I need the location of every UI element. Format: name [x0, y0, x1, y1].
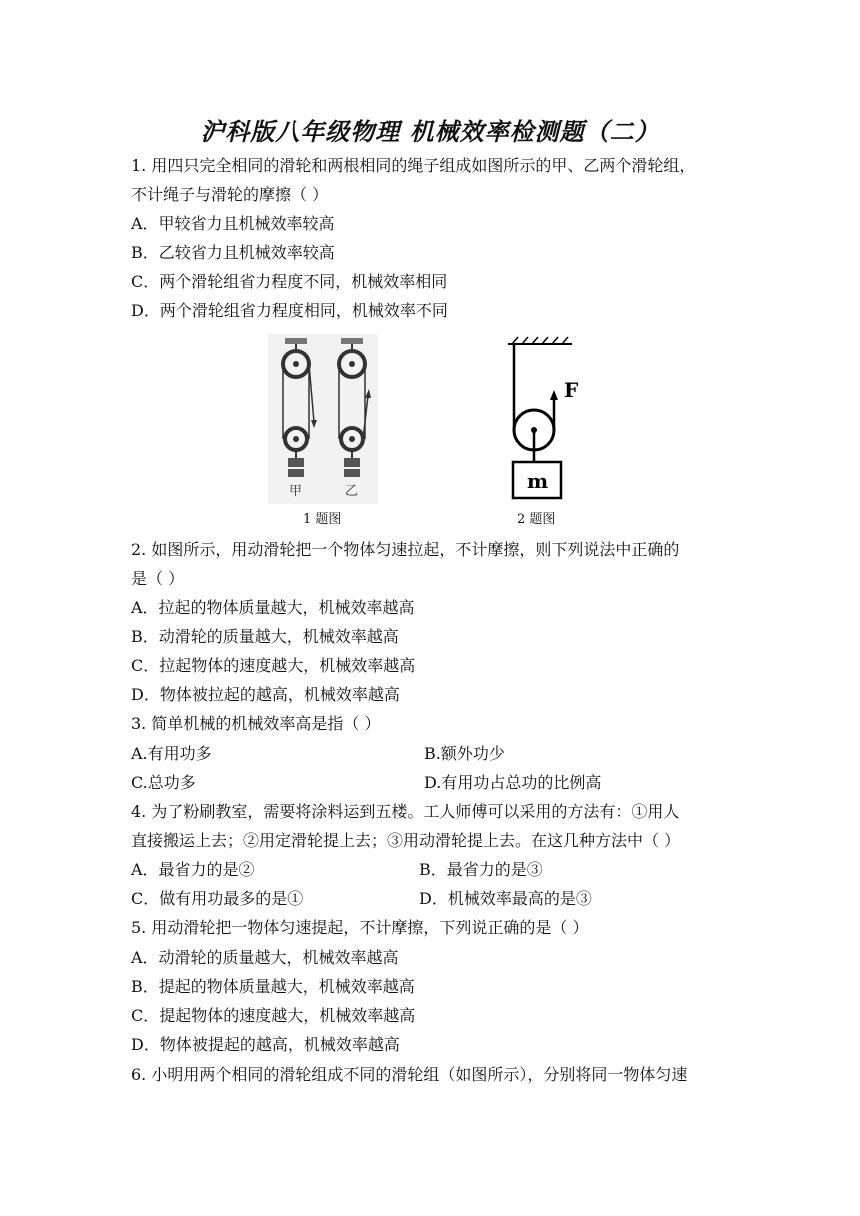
- q2-option-d: D．物体被拉起的越高，机械效率越高: [131, 685, 400, 704]
- q2-stem-line1: 2. 如图所示，用动滑轮把一个物体匀速拉起，不计摩擦，则下列说法中正确的: [131, 540, 680, 559]
- q4-option-b: B．最省力的是③: [419, 860, 543, 879]
- q5-option-d: D．物体被提起的越高，机械效率越高: [131, 1035, 400, 1054]
- q5-option-c: C．提起物体的速度越大，机械效率越高: [131, 1006, 416, 1025]
- q2-option-c: C．拉起物体的速度越大，机械效率越高: [131, 656, 416, 675]
- q2-option-a: A．拉起的物体质量越大，机械效率越高: [131, 598, 415, 617]
- q3-option-b: B.额外功少: [424, 744, 505, 763]
- q1-option-c: C．两个滑轮组省力程度不同，机械效率相同: [131, 272, 448, 291]
- q2-option-b: B．动滑轮的质量越大，机械效率越高: [131, 627, 399, 646]
- q3-option-c: C.总功多: [131, 773, 196, 792]
- page-title: 沪科版八年级物理 机械效率检测题（二）: [200, 117, 660, 146]
- q1-stem-line1: 1. 用四只完全相同的滑轮和两根相同的绳子组成如图所示的甲、乙两个滑轮组，: [131, 156, 696, 175]
- q3-stem: 3. 简单机械的机械效率高是指（ ）: [131, 714, 381, 733]
- arrow-up-icon: [550, 390, 558, 400]
- q5-option-b: B．提起的物体质量越大，机械效率越高: [131, 977, 415, 996]
- weight-jia: [288, 458, 304, 467]
- fig1-label-yi: 乙: [345, 484, 359, 499]
- q2-stem-line2: 是（ ）: [131, 569, 185, 588]
- q1-stem-line2: 不计绳子与滑轮的摩擦（ ）: [131, 185, 329, 204]
- q1-option-a: A．甲较省力且机械效率较高: [131, 214, 335, 233]
- fig1-label-jia: 甲: [289, 484, 303, 499]
- weight-yi: [344, 458, 360, 467]
- ceiling-mount-yi: [341, 338, 363, 344]
- q5-stem: 5. 用动滑轮把一物体匀速提起，不计摩擦，下列说正确的是（ ）: [131, 918, 589, 937]
- q3-option-d: D.有用功占总功的比例高: [424, 773, 602, 792]
- q4-option-c: C．做有用功最多的是①: [131, 889, 304, 908]
- q1-option-d: D．两个滑轮组省力程度相同，机械效率不同: [131, 301, 448, 320]
- mass-label: m: [527, 469, 549, 493]
- figure-2-caption: 2 题图: [517, 512, 556, 527]
- q4-stem-line2: 直接搬运上去；②用定滑轮提上去；③用动滑轮提上去。在这几种方法中（ ）: [131, 831, 681, 850]
- q3-option-a: A.有用功多: [131, 744, 212, 763]
- q4-stem-line1: 4. 为了粉刷教室，需要将涂料运到五楼。工人师傅可以采用的方法有：①用人: [131, 802, 680, 821]
- ceiling-mount-jia: [285, 338, 307, 344]
- q6-stem-line1: 6. 小明用两个相同的滑轮组成不同的滑轮组（如图所示），分别将同一物体匀速: [131, 1065, 688, 1084]
- figure-2-movable-pulley: [500, 334, 600, 504]
- q1-option-b: B．乙较省力且机械效率较高: [131, 243, 335, 262]
- figure-1-pulley-systems: [268, 334, 378, 504]
- q5-option-a: A．动滑轮的质量越大，机械效率越高: [131, 948, 399, 967]
- q4-option-d: D．机械效率最高的是③: [419, 889, 592, 908]
- figure-1-caption: 1 题图: [303, 512, 342, 527]
- q4-option-a: A．最省力的是②: [131, 860, 255, 879]
- force-label: F: [564, 378, 579, 402]
